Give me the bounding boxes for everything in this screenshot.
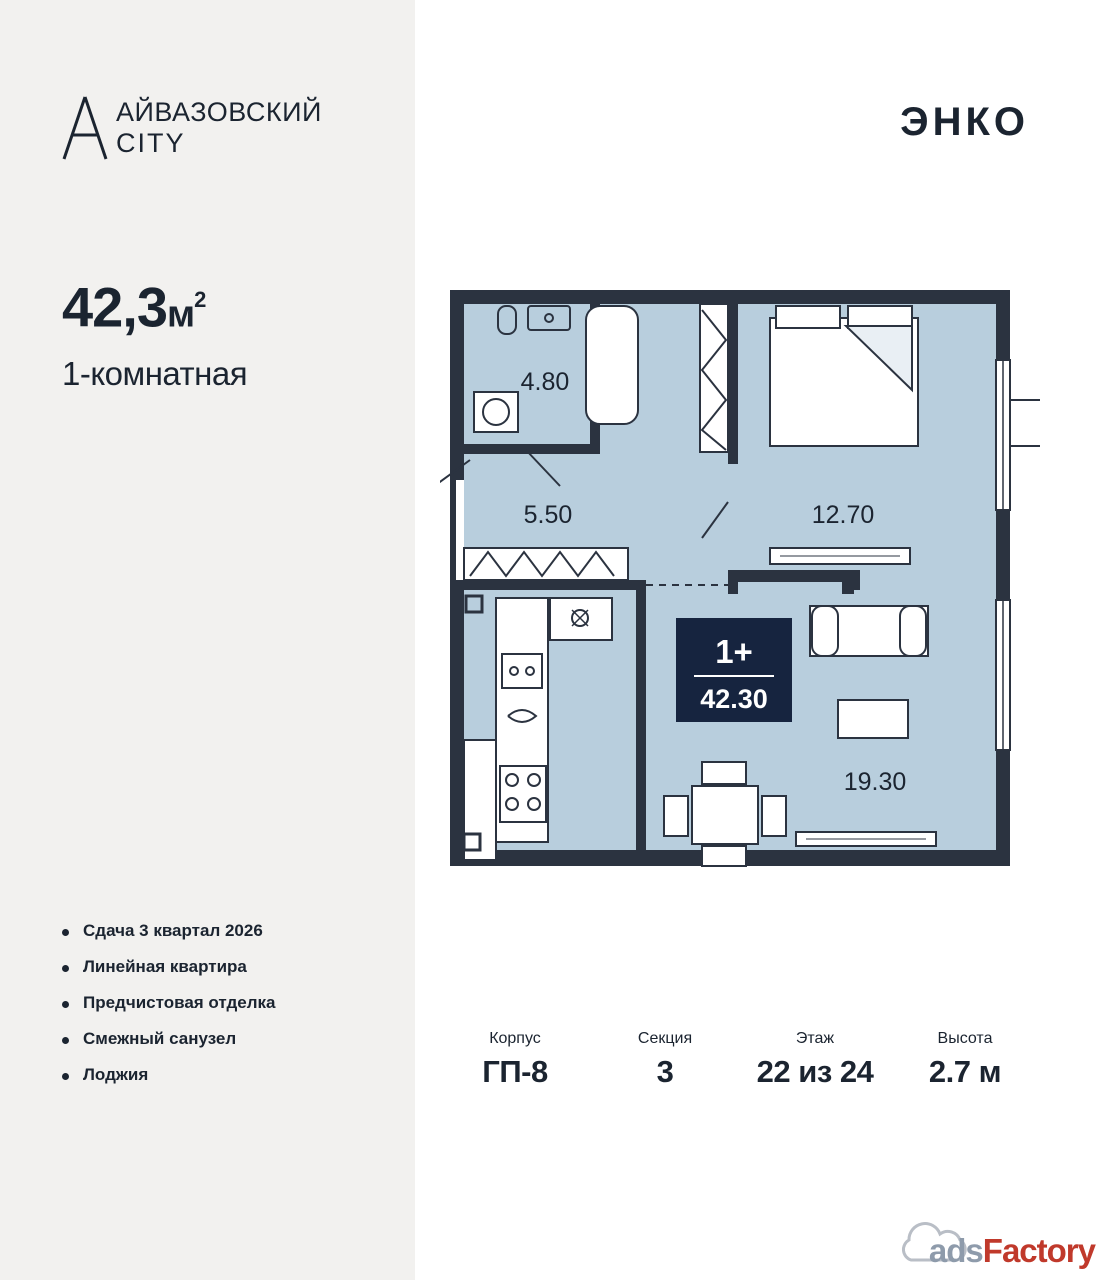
window-right-living	[996, 600, 1010, 750]
specs-row	[440, 1030, 1040, 1090]
left-info-panel	[0, 0, 415, 1280]
watermark-ads: ads	[928, 1232, 983, 1269]
developer-logo: ЭНКО	[900, 100, 1029, 144]
room-area-bedroom: 12.70	[811, 501, 875, 529]
wardrobe-icon	[700, 304, 728, 452]
spec-floor	[740, 1030, 890, 1090]
feature-label: Сдача 3 квартал 2026	[83, 921, 263, 940]
logo-subtitle: CITY	[116, 128, 186, 158]
spec-label: Этаж	[795, 1030, 835, 1047]
spec-section	[590, 1030, 740, 1090]
spec-label: Корпус	[489, 1030, 541, 1047]
feature-label: Линейная квартира	[83, 957, 247, 976]
spec-value: 3	[656, 1054, 674, 1089]
badge-area: 42.30	[700, 684, 768, 714]
list-item	[62, 920, 392, 942]
hall-wardrobe-icon	[464, 548, 628, 580]
feature-label: Лоджия	[83, 1065, 149, 1084]
spec-value: ГП-8	[482, 1054, 548, 1089]
project-logo	[62, 95, 362, 175]
spec-building	[440, 1030, 590, 1090]
spec-value: 2.7 м	[928, 1054, 1002, 1089]
list-item	[62, 956, 392, 978]
plan-badge	[676, 618, 792, 722]
spec-value: 22 из 24	[756, 1054, 874, 1089]
room-area-bathroom: 4.80	[520, 368, 570, 396]
list-item	[62, 1028, 392, 1050]
list-item	[62, 992, 392, 1014]
bullet-icon	[62, 1073, 69, 1080]
spec-height	[890, 1030, 1040, 1090]
area-value	[62, 270, 392, 345]
spec-label: Секция	[637, 1030, 693, 1047]
rooms-label: 1-комнатная	[62, 354, 248, 392]
room-area-hallway: 5.50	[523, 501, 573, 529]
area-summary	[62, 270, 392, 393]
window-right-bedroom	[996, 360, 1010, 510]
balcony-door-icon	[1010, 400, 1040, 446]
bullet-icon	[62, 965, 69, 972]
logo-mark-icon	[62, 95, 108, 161]
feature-label: Смежный санузел	[83, 1029, 237, 1048]
features-list	[62, 920, 392, 1100]
spec-label: Высота	[937, 1030, 993, 1047]
logo-title: АЙВАЗОВСКИЙ	[116, 97, 322, 127]
feature-label: Предчистовая отделка	[83, 993, 276, 1012]
area-number: 42,3	[62, 275, 167, 339]
floor-plan	[440, 280, 1040, 880]
bullet-icon	[62, 1037, 69, 1044]
watermark-factory: Factory	[982, 1232, 1095, 1269]
bullet-icon	[62, 929, 69, 936]
room-area-living: 19.30	[843, 768, 907, 796]
bullet-icon	[62, 1001, 69, 1008]
area-unit: м	[167, 293, 195, 336]
list-item	[62, 1064, 392, 1086]
area-unit-sup: 2	[194, 287, 206, 312]
badge-title: 1+	[715, 633, 753, 670]
watermark-label	[929, 1232, 1095, 1270]
